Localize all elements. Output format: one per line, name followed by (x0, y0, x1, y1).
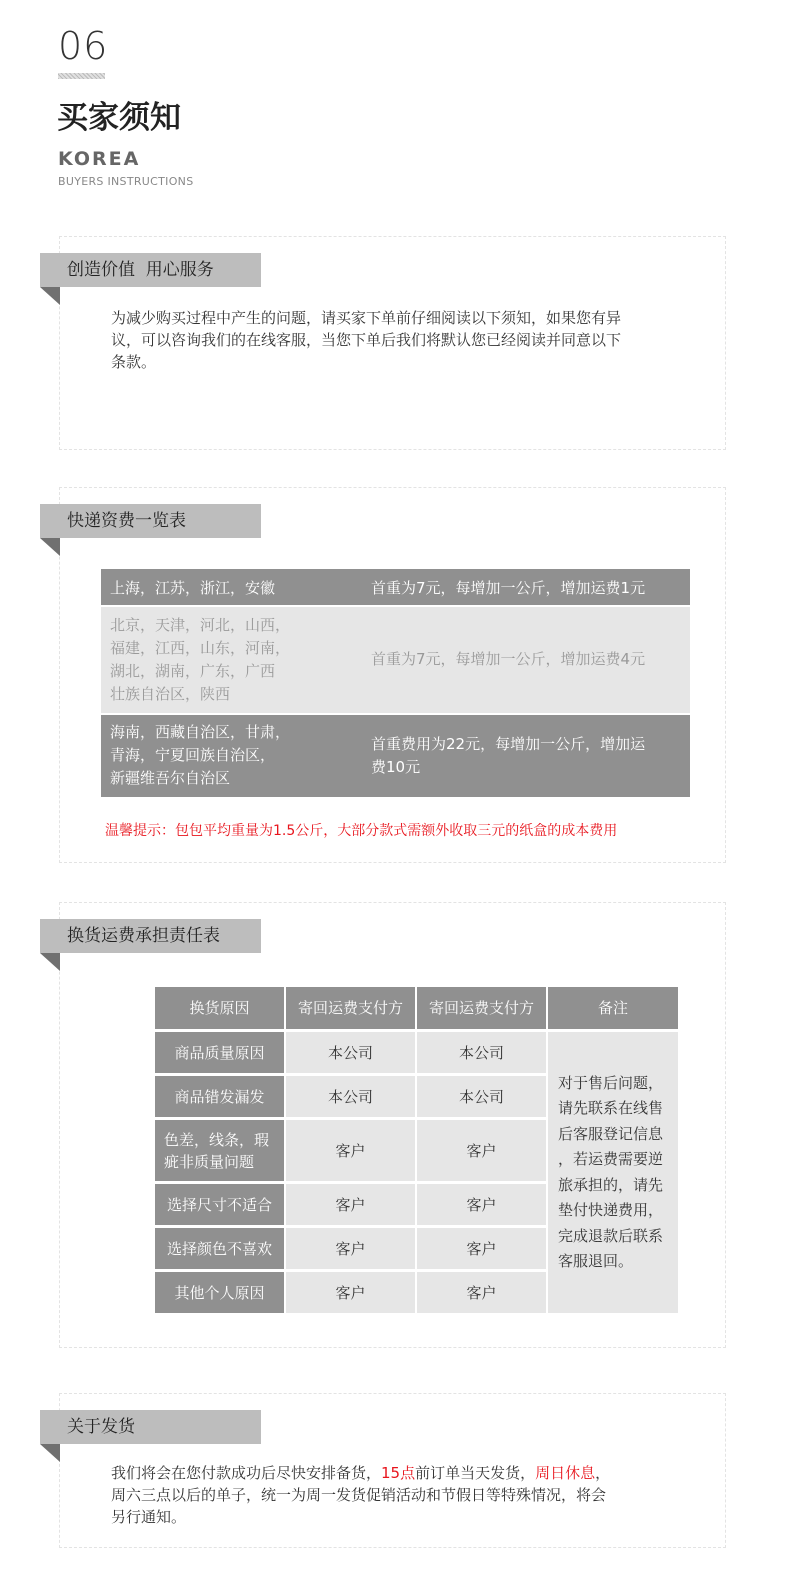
subtitle-en: KOREA (58, 148, 141, 170)
reason-cell (155, 1272, 284, 1313)
table-header: 换货原因 (155, 987, 284, 1029)
payer-cell: 客户 (417, 1120, 546, 1181)
reason-text: 选择尺寸不适合 (166, 1195, 272, 1214)
reason-cell (155, 1032, 284, 1073)
section-intro-tag: 创造价值 用心服务 (40, 253, 261, 287)
payer-cell: 客户 (286, 1228, 415, 1269)
delivery-line: 另行通知。 (111, 1508, 187, 1526)
reason-text: 色差，线条，瑕 (164, 1130, 270, 1149)
fee-cell (371, 648, 645, 670)
section-delivery-tag: 关于发货 (40, 1410, 261, 1444)
reason-cell (155, 1228, 284, 1269)
intro-line: 议，可以咨询我们的在线客服，当您下单后我们将默认您已经阅读并同意以下 (111, 331, 622, 349)
payer-cell: 客户 (417, 1272, 546, 1313)
remark-line: 垫付快递费用， (558, 1201, 664, 1219)
section-shipping-tag: 快递资费一览表 (40, 504, 261, 538)
section-exchange-tag: 换货运费承担责任表 (40, 919, 261, 953)
reason-text: 选择颜色不喜欢 (166, 1239, 272, 1258)
table-row (101, 715, 690, 797)
table-header: 寄回运费支付方 (286, 987, 415, 1029)
remark-line: 旅承担的，请先 (558, 1175, 664, 1194)
delivery-line (111, 1462, 691, 1484)
region-line: 上海，江苏，浙江，安徽 (110, 579, 276, 597)
fee-line: 首重为7元，每增加一公斤，增加运费1元 (371, 579, 646, 597)
intro-line: 为减少购买过程中产生的问题，请买家下单前仔细阅读以下须知，如果您有异 (111, 309, 622, 327)
reason-cell (155, 1120, 284, 1181)
rest-day: 周日休息 (535, 1464, 596, 1482)
delivery-text-part: 前订单当天发货， (415, 1464, 536, 1482)
remark-line: ，若运费需要逆 (558, 1150, 664, 1168)
cutoff-time: 15点 (381, 1464, 416, 1482)
payer-cell: 本公司 (417, 1032, 546, 1073)
shipping-tip: 温馨提示：包包平均重量为1.5公斤，大部分款式需额外收取三元的纸盒的成本费用 (105, 823, 618, 839)
region-cell (110, 614, 290, 706)
reason-text: 商品质量原因 (174, 1043, 265, 1062)
tag-fold (40, 1444, 60, 1462)
delivery-text-part: ， (595, 1464, 611, 1482)
remark-line: 请先联系在线售 (558, 1099, 664, 1117)
payer-cell: 客户 (286, 1120, 415, 1181)
payer-cell: 本公司 (286, 1032, 415, 1073)
reason-text: 疵非质量问题 (164, 1152, 255, 1171)
region-line: 北京，天津，河北，山西， (110, 616, 291, 634)
region-line: 海南，西藏自治区，甘肃， (110, 723, 291, 741)
fee-cell (371, 733, 645, 779)
reason-cell (155, 1184, 284, 1225)
delivery-text (111, 1462, 691, 1528)
region-line: 新疆维吾尔自治区 (110, 769, 231, 787)
delivery-line: 周六三点以后的单子，统一为周一发货促销活动和节假日等特殊情况，将会 (111, 1486, 607, 1504)
reason-text: 其他个人原因 (174, 1283, 265, 1302)
region-line: 湖北，湖南，广东，广西 (110, 662, 276, 680)
table-row (101, 607, 690, 713)
region-cell (110, 721, 290, 790)
remark-line: 后客服登记信息 (558, 1124, 664, 1143)
reason-text: 商品错发漏发 (174, 1087, 265, 1106)
tag-fold (40, 953, 60, 971)
tag-fold (40, 538, 60, 556)
region-line: 壮族自治区，陕西 (110, 685, 231, 703)
reason-cell (155, 1076, 284, 1117)
remark-line: 对于售后问题， (558, 1073, 664, 1092)
payer-cell: 客户 (417, 1184, 546, 1225)
remark-cell (548, 1032, 678, 1313)
number-underline (58, 73, 105, 79)
table-header: 备注 (548, 987, 678, 1029)
subtitle-en-small: BUYERS INSTRUCTIONS (58, 175, 194, 188)
section-number: 06 (58, 24, 109, 68)
region-cell (110, 577, 275, 599)
payer-cell: 本公司 (286, 1076, 415, 1117)
fee-line: 首重为7元，每增加一公斤，增加运费4元 (371, 650, 646, 668)
fee-line: 首重费用为22元，每增加一公斤，增加运 (371, 735, 646, 753)
payer-cell: 本公司 (417, 1076, 546, 1117)
payer-cell: 客户 (286, 1184, 415, 1225)
region-line: 青海，宁夏回族自治区， (110, 746, 276, 764)
delivery-text-part: 我们将会在您付款成功后尽快安排备货， (111, 1464, 382, 1482)
payer-cell: 客户 (286, 1272, 415, 1313)
intro-text (111, 307, 691, 373)
fee-line: 费10元 (371, 758, 421, 776)
payer-cell: 客户 (417, 1228, 546, 1269)
region-line: 福建，江西，山东，河南， (110, 639, 291, 657)
fee-cell (371, 577, 645, 599)
table-row (101, 569, 690, 605)
table-header: 寄回运费支付方 (417, 987, 546, 1029)
remark-line: 客服退回。 (558, 1252, 634, 1270)
intro-line: 条款。 (111, 353, 157, 371)
remark-line: 完成退款后联系 (558, 1226, 664, 1245)
tag-fold (40, 287, 60, 305)
page-title: 买家须知 (57, 100, 181, 136)
